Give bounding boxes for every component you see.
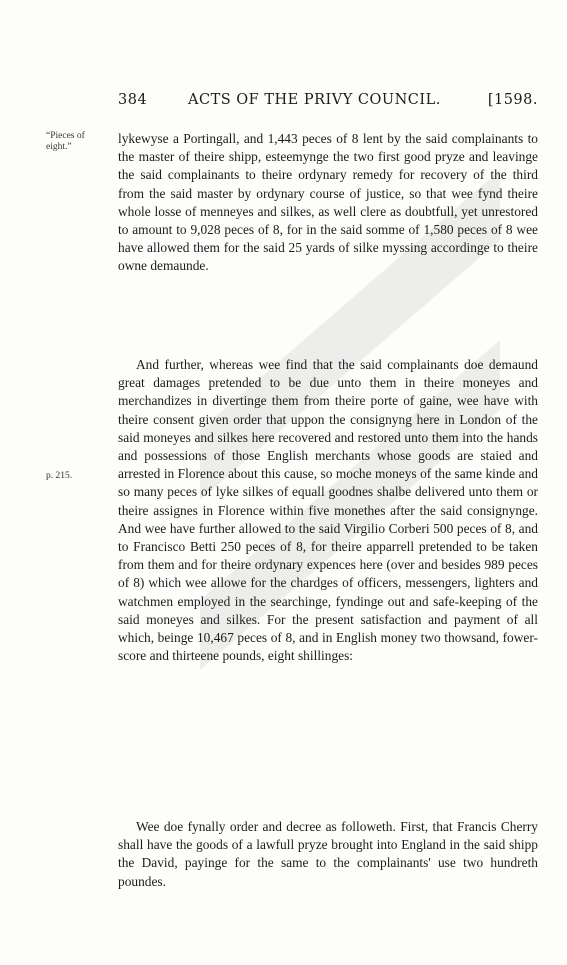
body-paragraph-2 xyxy=(118,356,538,665)
running-header xyxy=(118,92,538,110)
running-year: [1598. xyxy=(487,92,538,108)
page-number: 384 xyxy=(118,92,148,108)
running-title: ACTS OF THE PRIVY COUNCIL. xyxy=(188,92,441,108)
paragraph-text: And further, whereas wee find that the said complainants doe demaund great damages pretended to be due unto them in theire moneyes and merchandizes in divertinge them from theire porte of gaine, wee have with theire consent given order that uppon the consignyng here in London of the said moneyes and silkes here recovered and restored unto them into the hands and possessions of those English merchants whose goods are staied and arrested in Florence about this cause, so moche moneys of the same kinde and so many peces of lyke silkes of equall goodnes shalbe delivered unto them or theire assignes in Florence within five monethes after the said consignynge. And wee have further allowed to the said Virgilio Corberi 500 peces of 8, and to Francisco Betti 250 peces of 8, for theire apparrell pretended to be taken from them and for theire ordynary expences here (over and besides 989 peces of 8) which wee allowe for the chardges of officers, messengers, lighters and watchmen employed in the searchinge, fyndinge out and safe-keeping of the said moneyes and silkes. For the present satisfaction and payment of all which, beinge 10,467 peces of 8, and in English money two thowsand, fower-score and thirteene pounds, eight shillinges: xyxy=(118,357,538,664)
paragraph-text: Wee doe fynally order and decree as followeth. First, that Francis Cherry shall have the goods of a lawfull pryze brought into England in the said shipp the David, payinge for the same to the complainants' use two hundreth poundes. xyxy=(118,819,538,889)
body-paragraph-3 xyxy=(118,818,538,891)
margin-note-pieces-of-eight: “Pieces of eight.” xyxy=(46,131,85,152)
margin-note-page-ref: p. 215. xyxy=(46,471,73,481)
paragraph-text: lykewyse a Portingall, and 1,443 peces of 8 lent by the said complainants to the master of theire shipp, esteemynge the two first good pryze and leavinge the said complainants to theire ordynary remedy for recovery of the third from the said master by ordynary course of justice, so that wee fynd theire whole losse of menneyes and silkes, as well clere as doubtfull, yet unrestored to amount to 9,028 peces of 8, for in the said somme of 1,580 peces of 8 wee have allowed them for the said 25 yards of silke myssing accordinge to theire owne demaunde. xyxy=(118,131,538,274)
body-paragraph-1 xyxy=(118,130,538,276)
